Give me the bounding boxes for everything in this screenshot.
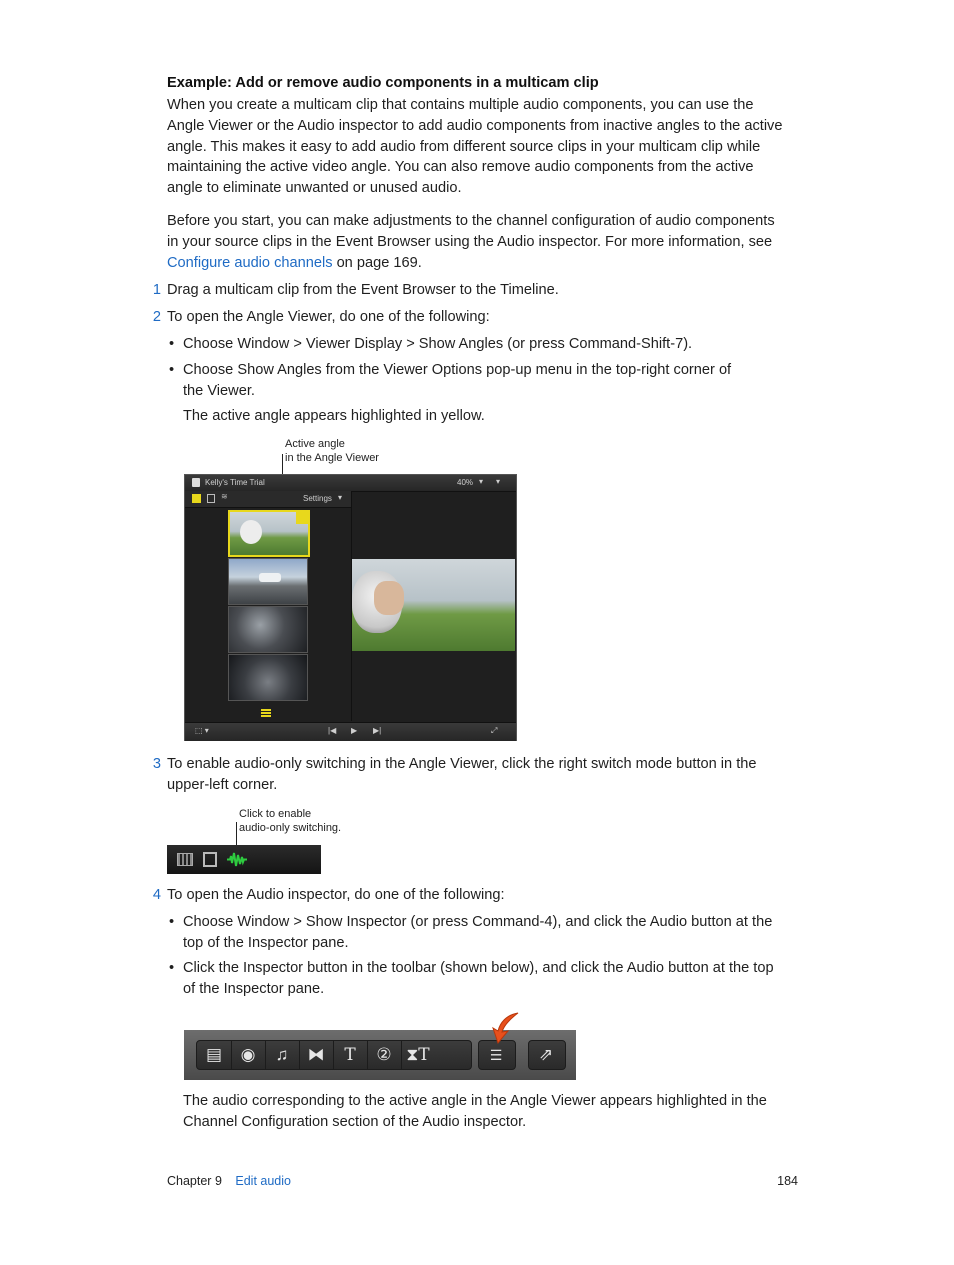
callout-line: Active angle [285,438,345,450]
event-browser-icon[interactable]: ▤ [197,1041,232,1069]
next-frame-icon[interactable]: ▶| [373,726,382,735]
clip-icon [192,478,200,487]
step-2 [152,307,490,328]
intro-line: angle. This makes it easy to add audio from different source clips in your multicam clip while [167,138,761,155]
car-shape [259,573,281,582]
angle-bank-icon[interactable] [261,709,271,717]
angle-thumbnail-active[interactable] [228,510,310,557]
angle-viewer [184,474,517,741]
music-browser-icon[interactable]: ♫ [265,1041,300,1069]
transform-icon[interactable]: ⬚ ▾ [195,726,209,735]
closing-paragraph [183,1091,803,1133]
bullet-line: Click the Inspector button in the toolbar (shown below), and click the Audio button at the top [183,960,774,976]
bullet-item [169,334,803,355]
bullet-item [169,360,803,402]
before-line: Before you start, you can make adjustments to the channel configuration of audio components [167,213,775,229]
closing-line: The audio corresponding to the active angle in the Angle Viewer appears highlighted in the [183,1093,767,1109]
settings-chevron-icon[interactable]: ▾ [338,493,343,502]
intro-line: maintaining the active video angle. You can also remove audio components from the active [167,159,754,176]
bullet-dot: • [169,336,175,352]
bullet-dot: • [169,914,175,930]
callout-active-angle [285,437,379,465]
helmet-shape [240,520,262,544]
section-heading: Example: Add or remove audio components in a multicam clip [167,75,599,91]
bullet-line: top of the Inspector pane. [183,934,349,951]
browser-buttons-group [196,1040,472,1070]
video-audio-switch-icon[interactable] [177,853,193,866]
intro-line: angle to eliminate unwanted or unused audio. [167,180,462,197]
video-only-switch-icon[interactable] [207,494,215,503]
step-2-note: The active angle appears highlighted in yellow. [183,408,485,424]
viewer-bottom-bar [185,722,516,741]
play-icon[interactable]: ▶ [351,726,358,735]
titles-browser-icon[interactable]: T [333,1041,368,1069]
angle-thumbnail[interactable] [228,606,308,653]
bullet-dot: • [169,960,175,976]
switch-mode-bar [167,845,321,874]
chapter-title-link[interactable]: Edit audio [235,1174,291,1188]
step-number: 3 [152,756,161,772]
step-line: upper-left corner. [167,776,278,793]
bullet-line: the Viewer. [183,382,255,399]
generators-browser-icon[interactable]: ② [367,1041,402,1069]
intro-line: Angle Viewer or the Audio inspector to add audio components from inactive angles to the active [167,117,783,134]
before-paragraph [167,211,807,273]
page-reference: on page 169. [332,254,422,271]
step-1 [152,280,559,301]
bullet-line: Choose Window > Viewer Display > Show Angles (or press Command-Shift-7). [183,336,693,352]
video-audio-switch-icon[interactable] [192,494,201,503]
page-number: 184 [777,1174,798,1188]
before-line: in your source clips in the Event Browser using the Audio inspector. For more information, see [167,233,773,250]
inspector-icon[interactable]: ☰ [489,1047,503,1063]
step-text: Drag a multicam clip from the Event Browser to the Timeline. [167,282,559,298]
callout-line: in the Angle Viewer [285,452,379,464]
step-3 [152,754,807,796]
pointer-arrow-icon [484,1011,524,1045]
viewer-options-icon[interactable]: ▾ [496,477,501,486]
bullet-line: Choose Show Angles from the Viewer Options pop-up menu in the top-right corner of [183,362,732,378]
video-only-switch-icon[interactable] [203,852,217,867]
closing-line: Channel Configuration section of the Audio inspector. [183,1113,527,1130]
fullscreen-icon[interactable]: ⤢ [491,726,498,735]
chapter-number: Chapter 9 [167,1174,222,1188]
audio-only-switch-icon[interactable] [226,850,248,869]
step-line: To enable audio-only switching in the Angle Viewer, click the right switch mode button in the [167,756,757,772]
share-icon[interactable]: ⇗ [538,1045,554,1064]
settings-menu[interactable]: Settings [303,494,332,503]
callout-line: audio-only switching. [239,822,342,834]
zoom-level[interactable]: 40% [457,478,474,487]
step-4 [152,885,505,906]
step-text: To open the Audio inspector, do one of the following: [167,887,505,903]
photo-browser-icon[interactable]: ◉ [231,1041,266,1069]
angle-thumbnail[interactable] [228,558,308,605]
intro-paragraph [167,95,807,199]
previous-frame-icon[interactable]: |◀ [328,726,337,735]
themes-browser-icon[interactable]: ⧗T [406,1045,430,1065]
bullet-dot: • [169,362,175,378]
step-number: 4 [152,887,161,903]
step-number: 2 [152,309,161,325]
step-number: 1 [152,282,161,298]
callout-line: Click to enable [239,808,312,820]
bullet-line: of the Inspector pane. [183,980,325,997]
configure-audio-channels-link[interactable]: Configure audio channels [167,254,333,271]
bullet-line: Choose Window > Show Inspector (or press Command-4), and click the Audio button at the [183,914,773,930]
before-line-3 [167,253,807,274]
transitions-browser-icon[interactable]: ⧓ [299,1041,334,1069]
angle-toolbar [185,491,351,508]
bullet-item [169,958,803,1000]
zoom-chevron-icon[interactable]: ▾ [479,477,484,486]
angle-thumbnail[interactable] [228,654,308,701]
active-angle-badge-icon [296,512,308,524]
face-shape [374,581,404,615]
viewer-title: Kelly's Time Trial [205,478,265,487]
audio-only-switch-icon[interactable]: ≋ [221,492,228,501]
callout-audio-only [239,807,341,835]
intro-line: When you create a multicam clip that contains multiple audio components, you can use the [167,97,754,113]
step-text: To open the Angle Viewer, do one of the following: [167,309,490,325]
viewer-image [352,559,515,651]
bullet-item [169,912,803,954]
footer-chapter [167,1174,291,1188]
share-button-group [528,1040,566,1070]
viewer-title-bar [185,475,516,492]
